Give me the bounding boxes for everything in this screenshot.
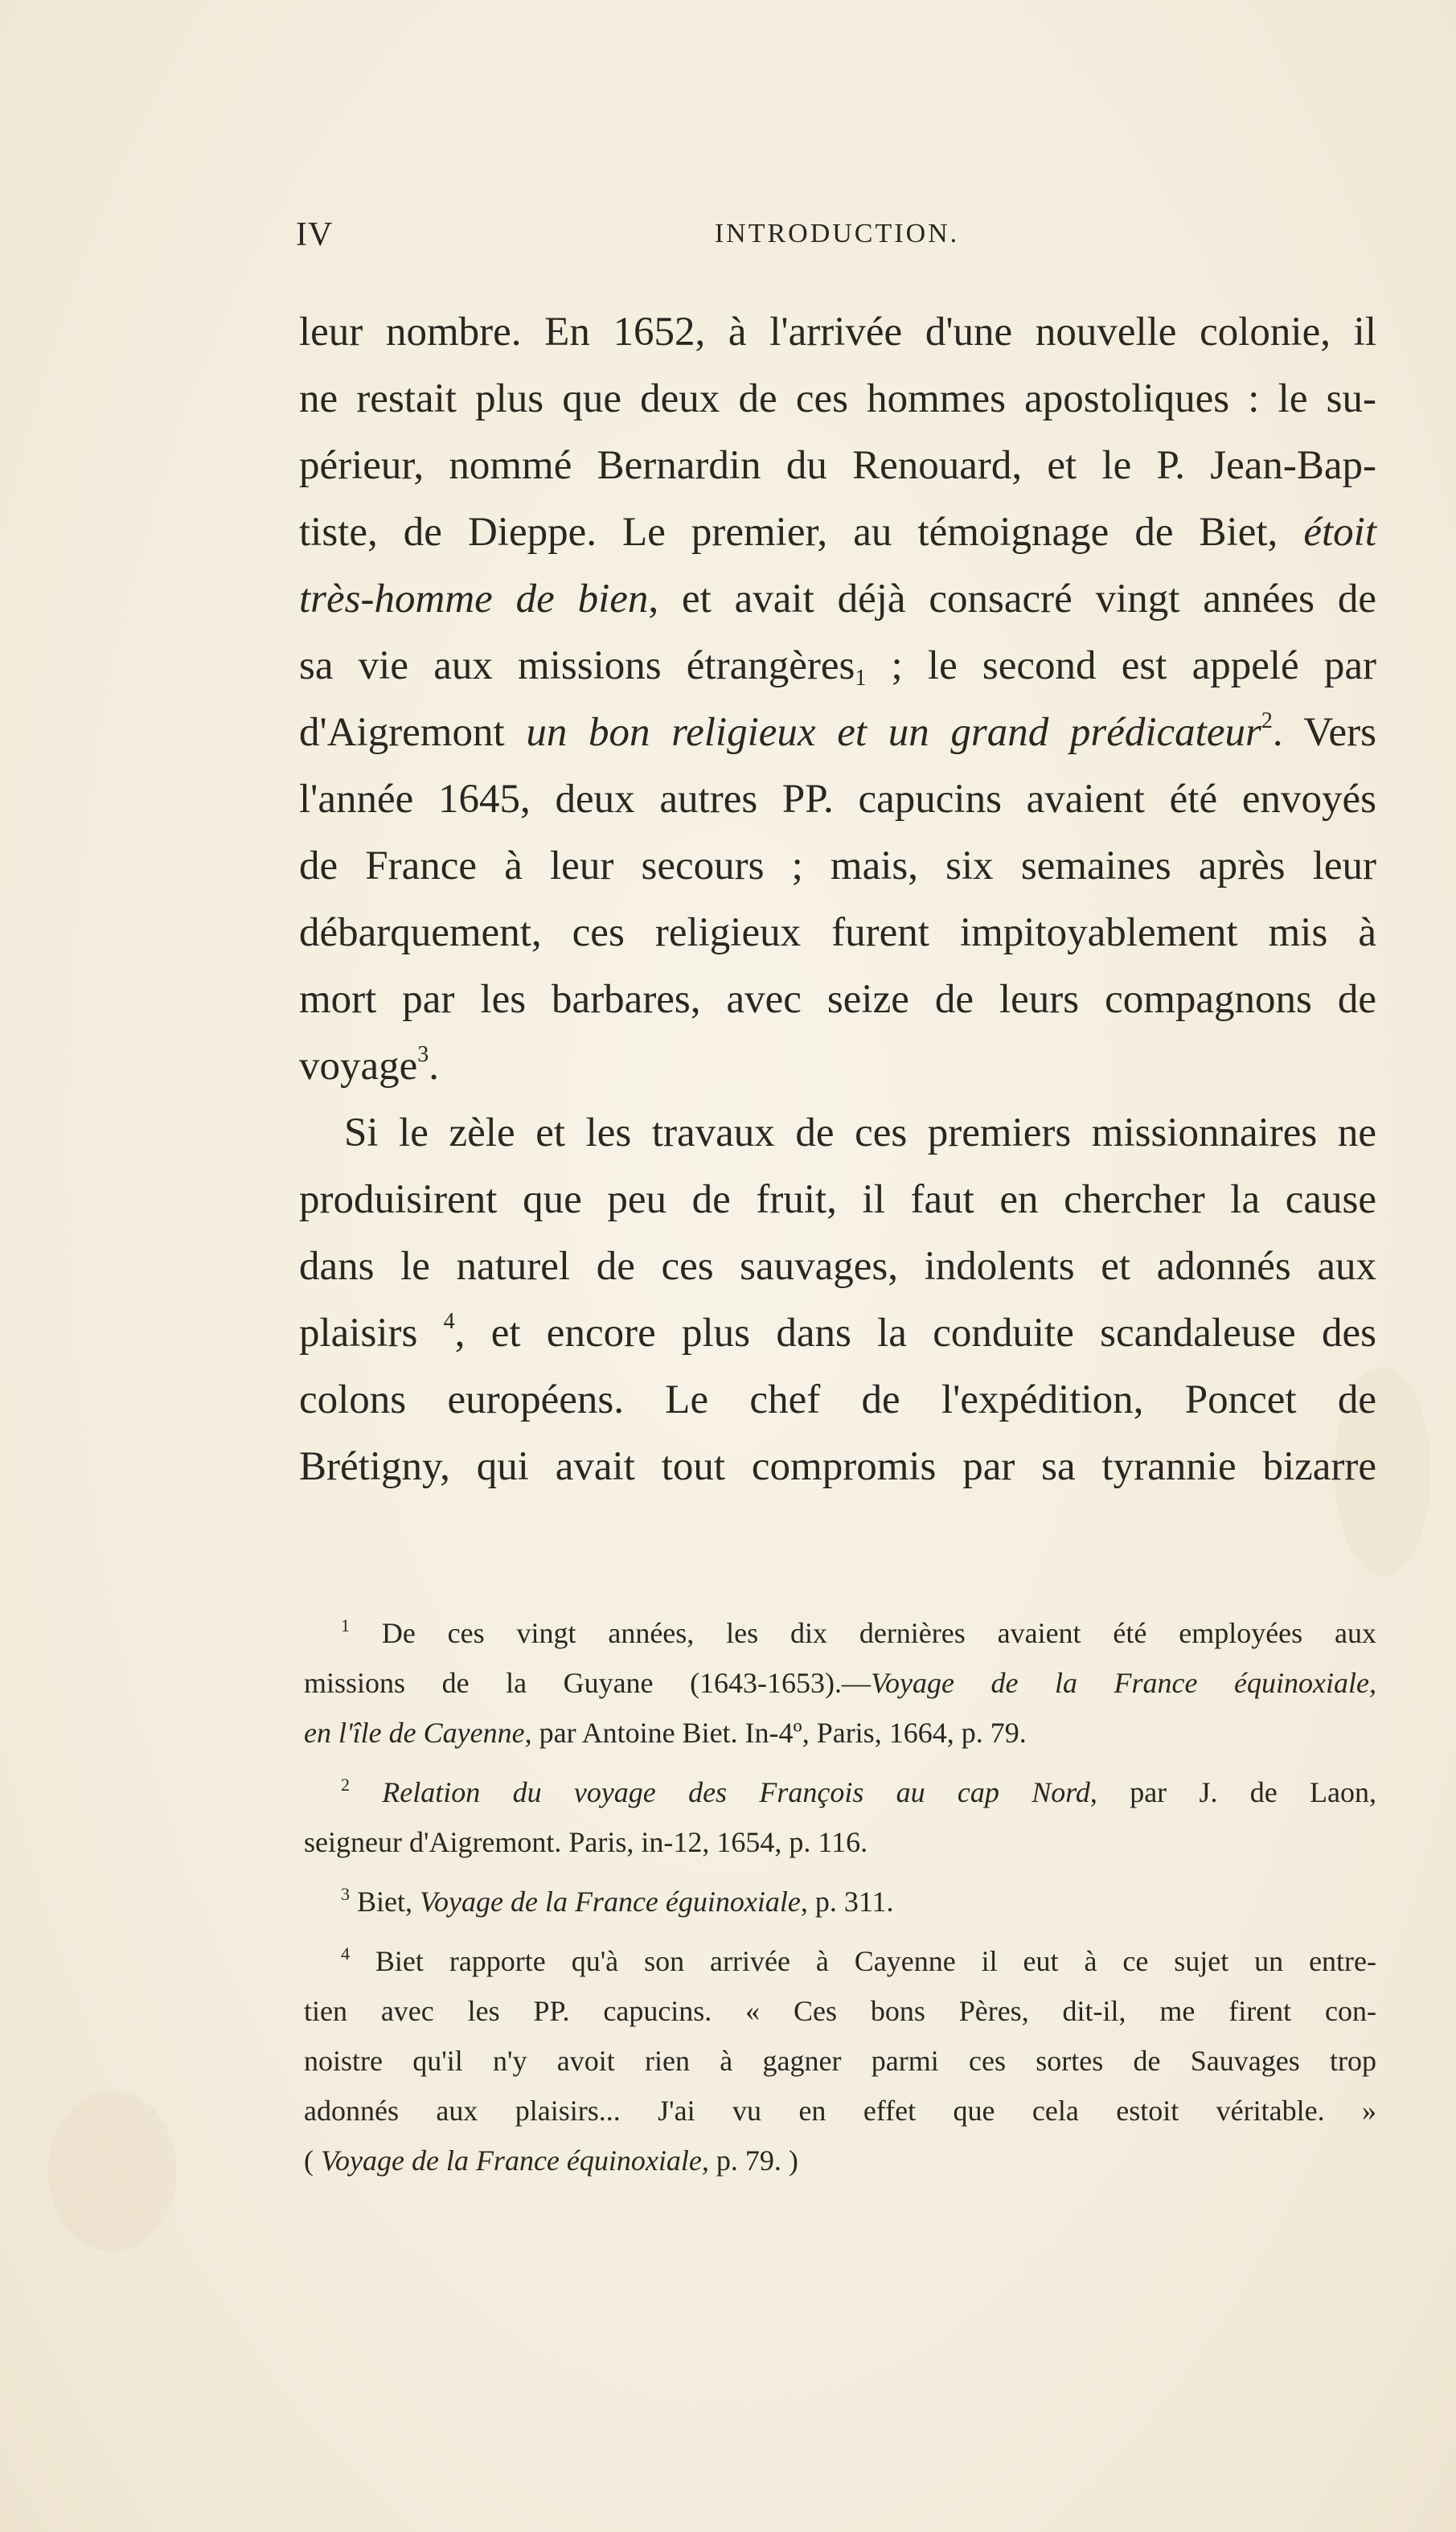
text-line: dans le naturel de ces sauvages, indolents et adonnés aux <box>299 1244 1376 1289</box>
text-segment: d'Aigremont <box>299 710 527 755</box>
main-text <box>299 299 1376 1500</box>
footnote-number: 4 <box>341 1943 350 1964</box>
italic-text: Voyage de la France équinoxiale, <box>321 2144 709 2177</box>
text-line: Si le zèle et les travaux de ces premiers missionnaires ne <box>344 1110 1376 1155</box>
text-segment: ; le second est appelé par <box>866 643 1376 688</box>
page-header <box>296 215 1378 256</box>
text-line <box>299 566 1376 633</box>
italic-text: Voyage de la France éguinoxiale <box>420 1886 801 1918</box>
text-segment: ( <box>304 2144 321 2177</box>
text-line: colons européens. Le chef de l'expédition, Poncet de <box>299 1377 1376 1422</box>
text-line: Brétigny, qui avait tout compromis par sa tyrannie bizarre <box>299 1444 1376 1489</box>
footnote-ref: 3 <box>417 1042 429 1067</box>
footnote-ref: 2 <box>1261 708 1273 733</box>
text-line: l'année 1645, deux autres PP. capucins avaient été envoyés <box>299 777 1376 822</box>
text-line: adonnés aux plaisirs... J'ai vu en effet que cela estoit véritable. » <box>304 2095 1376 2127</box>
italic-text: en l'île de Cayenne <box>304 1717 525 1749</box>
text-line <box>299 1300 1376 1367</box>
text-line <box>304 1708 1376 1758</box>
text-line: de France à leur secours ; mais, six semaines après leur <box>299 843 1376 888</box>
text-line <box>299 499 1376 566</box>
text-line <box>304 1936 1376 1986</box>
text-segment: , par Antoine Biet. In-4º, Paris, 1664, p. 79. <box>524 1717 1027 1749</box>
text-line <box>304 1658 1376 1708</box>
italic-text: étoit <box>1303 510 1376 555</box>
text-segment: plaisirs <box>299 1311 444 1356</box>
text-line: ne restait plus que deux de ces hommes apostoliques : le su- <box>299 376 1376 421</box>
text-line <box>304 1767 1376 1817</box>
text-segment: voyage <box>299 1044 418 1089</box>
footnote-ref: 1 <box>855 666 867 691</box>
text-line: leur nombre. En 1652, à l'arrivée d'une nouvelle colonie, il <box>299 310 1376 355</box>
text-segment: Biet, <box>350 1886 420 1918</box>
footnote-ref: 4 <box>443 1309 455 1334</box>
text-segment: p. 79. ) <box>708 2144 798 2177</box>
text-segment: , p. 311. <box>800 1886 894 1918</box>
text-line <box>299 1033 1376 1100</box>
footnote-1 <box>304 1608 1376 1758</box>
text-line: débarquement, ces religieux furent impitoyablement mis à <box>299 910 1376 955</box>
text-line: noistre qu'il n'y avoit rien à gagner parmi ces sortes de Sauvages trop <box>304 2045 1376 2077</box>
text-line: tien avec les PP. capucins. « Ces bons Pères, dit-il, me firent con- <box>304 1995 1376 2027</box>
page-number: IV <box>296 216 334 253</box>
text-line <box>304 2136 1376 2185</box>
text-segment: . Vers <box>1272 710 1376 755</box>
footnote-number: 2 <box>341 1775 350 1795</box>
text-segment: , et avait déjà consacré vingt années de <box>648 577 1376 622</box>
text-segment: De ces vingt années, les dix dernières avaient été employées aux <box>350 1617 1376 1649</box>
footnote-number: 3 <box>341 1884 350 1904</box>
text-line: produisirent que peu de fruit, il faut en chercher la cause <box>299 1177 1376 1222</box>
text-segment: Biet rapporte qu'à son arrivée à Cayenne il eut à ce sujet un entre- <box>350 1945 1376 1977</box>
footnote-3 <box>304 1877 1376 1927</box>
italic-text: Voyage de la France équinoxiale, <box>871 1667 1376 1699</box>
text-line: périeur, nommé Bernardin du Renouard, et le P. Jean-Bap- <box>299 443 1376 488</box>
italic-text: très-homme de bien <box>299 577 649 622</box>
text-line <box>304 1608 1376 1658</box>
text-segment: , par J. de Laon, <box>1089 1776 1376 1808</box>
text-segment: . <box>429 1044 440 1089</box>
text-segment: tiste, de Dieppe. Le premier, au témoignage de Biet, <box>299 510 1304 555</box>
text-line: seigneur d'Aigremont. Paris, in-12, 1654, p. 116. <box>304 1826 868 1858</box>
italic-text: Relation du voyage des François au cap Nord <box>382 1776 1090 1808</box>
text-line <box>304 1877 1376 1927</box>
footnote-4 <box>304 1936 1376 2185</box>
text-line: mort par les barbares, avec seize de leurs compagnons de <box>299 977 1376 1022</box>
text-segment: , et encore plus dans la conduite scandaleuse des <box>454 1311 1376 1356</box>
footnote-number: 1 <box>341 1615 350 1635</box>
text-segment: missions de la Guyane (1643-1653).— <box>304 1667 872 1699</box>
text-line <box>299 633 1376 700</box>
text-line <box>299 700 1376 766</box>
footnote-2 <box>304 1767 1376 1867</box>
running-head: INTRODUCTION. <box>714 219 960 248</box>
text-segment: sa vie aux missions étrangères <box>299 643 855 688</box>
italic-text: un bon religieux et un grand prédicateur <box>526 710 1261 755</box>
footnotes <box>304 1608 1376 2195</box>
paragraph <box>299 1100 1376 1500</box>
paragraph <box>299 299 1376 1100</box>
paper-stain <box>48 2091 177 2251</box>
